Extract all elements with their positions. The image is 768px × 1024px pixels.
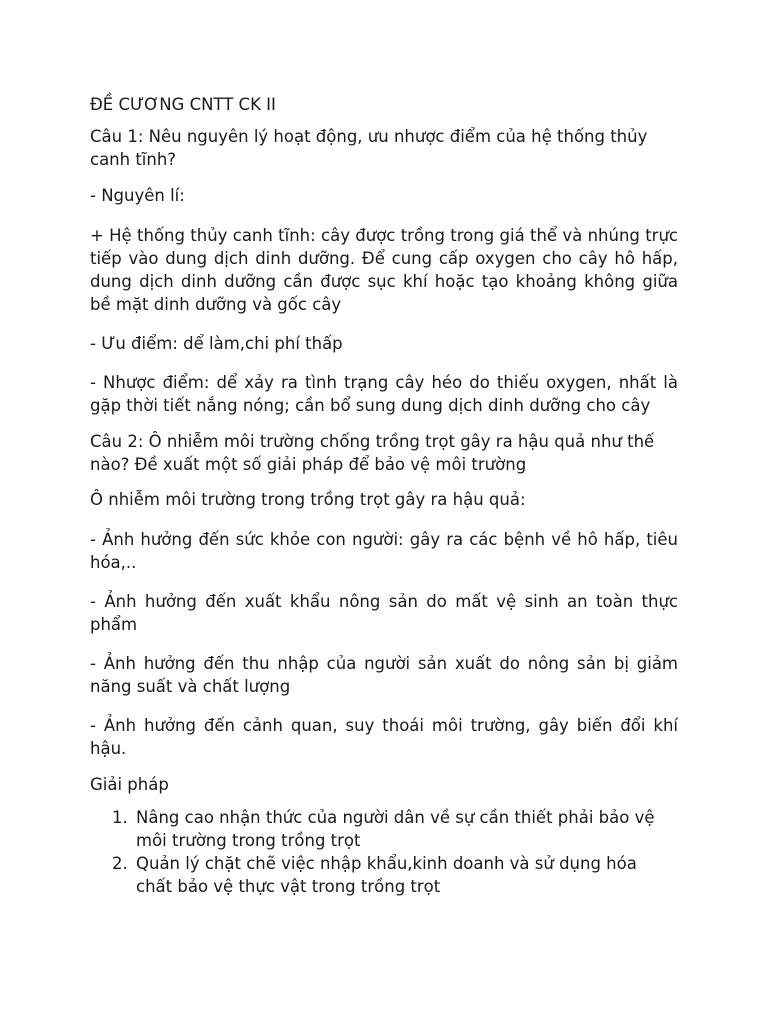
solution-item [90,852,678,898]
consequences-intro: Ô nhiễm môi trường trong trồng trọt gây ra hậu quả: [90,490,526,509]
disadvantages-text: - Nhược điểm: dể xảy ra tình trạng cây héo do thiếu oxygen, nhất là gặp thời tiết nắng nóng; cần bổ sung dung dịch dinh dưỡng cho cây [90,373,678,415]
solutions-heading: Giải pháp [90,775,169,794]
solution-number: 2. [112,854,128,873]
solution-text: Quản lý chặt chẽ việc nhập khẩu,kinh doanh và sử dụng hóa chất bảo vệ thực vật trong trồng trọt [136,854,637,896]
consequence-item: - Ảnh hưởng đến cảnh quan, suy thoái môi trường, gây biến đổi khí hậu. [90,716,678,758]
consequence-item: - Ảnh hưởng đến sức khỏe con người: gây ra các bệnh về hô hấp, tiêu hóa,.. [90,530,678,572]
consequence-item: - Ảnh hưởng đến xuất khẩu nông sản do mất vệ sinh an toàn thực phẩm [90,592,678,634]
solution-text: Nâng cao nhận thức của người dân về sự cần thiết phải bảo vệ môi trường trong trồng trọt [136,808,655,850]
solution-item [90,806,678,852]
principle-label: - Nguyên lí: [90,186,185,205]
solutions-list [90,806,678,898]
consequence-item: - Ảnh hưởng đến thu nhập của người sản xuất do nông sản bị giảm năng suất và chất lượng [90,654,678,696]
question-1: Câu 1: Nêu nguyên lý hoạt động, ưu nhược điểm của hệ thống thủy canh tĩnh? [90,127,648,169]
solution-number: 1. [112,808,128,827]
question-2: Câu 2: Ô nhiễm môi trường chống trồng trọt gây ra hậu quả như thế nào? Đề xuất một số giải pháp để bảo vệ môi trường [90,432,655,474]
advantages-text: - Ưu điểm: dể làm,chi phí thấp [90,334,343,353]
document-title: ĐỀ CƯƠNG CNTT CK II [90,95,276,114]
principle-text: + Hệ thống thủy canh tĩnh: cây được trồng trong giá thể và nhúng trực tiếp vào dung dịch dinh dưỡng. Để cung cấp oxygen cho cây hô hấp, dung dịch dinh dưỡng cần được sục khí hoặc tạo khoảng không giữa bề mặt dinh dưỡng và gốc cây [90,226,678,314]
